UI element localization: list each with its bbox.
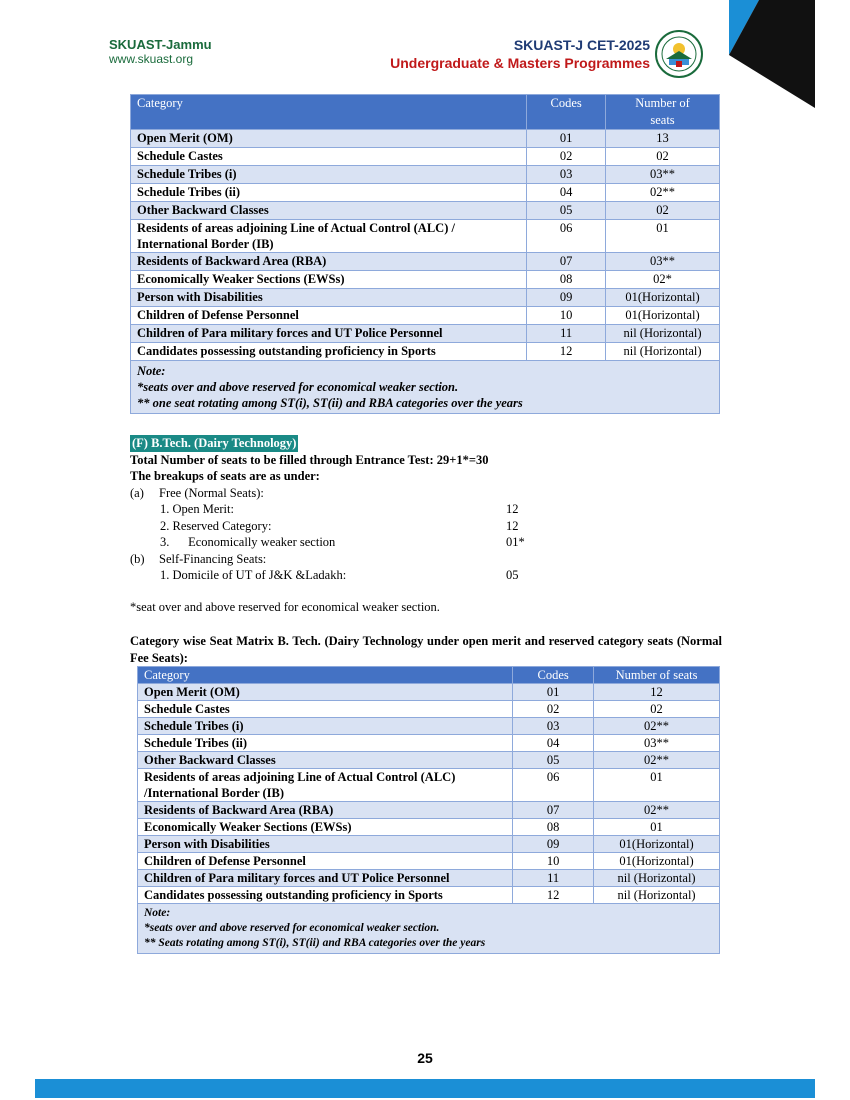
category-cell: Person with Disabilities — [138, 836, 513, 853]
item-value: 12 — [506, 518, 519, 533]
category-cell: Schedule Tribes (ii) — [138, 735, 513, 752]
codes-header: Codes — [513, 667, 594, 684]
seats-cell: 01 — [594, 769, 720, 802]
table-row — [131, 343, 720, 361]
code-cell: 04 — [527, 184, 606, 202]
category-cell: Candidates possessing outstanding proficiency in Sports — [131, 343, 527, 361]
category-cell: Schedule Tribes (i) — [138, 718, 513, 735]
seats-cell: nil (Horizontal) — [606, 343, 720, 361]
seats-cell: 01(Horizontal) — [606, 307, 720, 325]
list-item — [130, 551, 730, 568]
note-cell — [138, 904, 720, 954]
header-right — [390, 37, 650, 72]
category-cell — [138, 769, 513, 802]
footer-bar — [35, 1079, 815, 1098]
category-cell: Children of Defense Personnel — [138, 853, 513, 870]
table-row — [138, 887, 720, 904]
corner-decoration — [729, 0, 815, 108]
seats-cell: 02 — [606, 202, 720, 220]
table-row — [131, 130, 720, 148]
code-cell: 12 — [513, 887, 594, 904]
list-item — [130, 485, 730, 502]
code-cell: 04 — [513, 735, 594, 752]
code-cell: 05 — [513, 752, 594, 769]
code-cell: 02 — [527, 148, 606, 166]
table-row — [131, 184, 720, 202]
table-row — [131, 307, 720, 325]
code-cell: 06 — [513, 769, 594, 802]
code-cell: 07 — [513, 802, 594, 819]
seats-cell: 01 — [594, 819, 720, 836]
code-cell: 03 — [527, 166, 606, 184]
table-row — [131, 271, 720, 289]
code-cell: 08 — [527, 271, 606, 289]
seats-header: Number of seats — [594, 667, 720, 684]
seat-matrix-table-2 — [137, 666, 720, 954]
category-cell: Children of Defense Personnel — [131, 307, 527, 325]
note-cell — [131, 361, 720, 414]
code-cell: 07 — [527, 253, 606, 271]
note-row — [138, 904, 720, 954]
item-label: 3. Economically weaker section — [160, 535, 336, 549]
list-item — [130, 501, 730, 518]
matrix-title: Category wise Seat Matrix B. Tech. (Dairy Technology under open merit and reserved category seats (Normal Fee Seats): — [130, 634, 722, 665]
seats-cell: 03** — [606, 166, 720, 184]
item-value: 12 — [506, 502, 519, 516]
list-text: Free (Normal Seats): — [159, 485, 264, 500]
section-f — [130, 435, 730, 584]
note-line: *seats over and above reserved for economical weaker section. — [144, 922, 440, 934]
note-title: Note: — [137, 364, 166, 378]
category-cell: Open Merit (OM) — [138, 684, 513, 701]
note-line: ** Seats rotating among ST(i), ST(ii) and RBA categories over the years — [144, 937, 486, 949]
category-cell: Residents of Backward Area (RBA) — [138, 802, 513, 819]
code-cell: 01 — [513, 684, 594, 701]
section-title: (F) B.Tech. (Dairy Technology) — [132, 436, 297, 450]
seats-cell: 03** — [606, 253, 720, 271]
list-text: Self-Financing Seats: — [159, 551, 267, 566]
table-row — [138, 752, 720, 769]
code-cell: 06 — [527, 220, 606, 253]
list-item — [130, 567, 730, 584]
category-cell: Open Merit (OM) — [131, 130, 527, 148]
item-label: 2. Reserved Category: — [160, 518, 272, 533]
category-cell: Children of Para military forces and UT Police Personnel — [131, 325, 527, 343]
footnote: *seat over and above reserved for economical weaker section. — [130, 600, 440, 614]
seats-cell: 01(Horizontal) — [594, 836, 720, 853]
table-row — [138, 718, 720, 735]
seats-cell: nil (Horizontal) — [606, 325, 720, 343]
seats-cell: 01 — [606, 220, 720, 253]
total-seats: Total Number of seats to be filled through Entrance Test: 29+1*=30 — [130, 452, 489, 467]
table-row — [138, 870, 720, 887]
table-row — [138, 819, 720, 836]
page-number: 25 — [417, 1050, 433, 1066]
category-header: Category — [138, 667, 513, 684]
seats-cell: 03** — [594, 735, 720, 752]
category-cell: Schedule Castes — [138, 701, 513, 718]
category-cell: Schedule Tribes (ii) — [131, 184, 527, 202]
list-marker: (a) — [130, 485, 144, 500]
code-cell: 09 — [527, 289, 606, 307]
note-title: Note: — [144, 907, 171, 919]
breakup-heading: The breakups of seats are as under: — [130, 469, 320, 483]
code-cell: 09 — [513, 836, 594, 853]
list-item — [130, 534, 730, 551]
seats-cell: 13 — [606, 130, 720, 148]
item-value: 01* — [506, 535, 525, 549]
category-cell — [131, 220, 527, 253]
code-cell: 11 — [513, 870, 594, 887]
seat-matrix-table-1 — [130, 94, 720, 414]
category-line2: /International Border (IB) — [144, 786, 285, 800]
seats-cell: 02 — [606, 148, 720, 166]
seats-cell: 02** — [594, 752, 720, 769]
seats-header-line2: seats — [650, 113, 675, 127]
seats-cell: 02** — [606, 184, 720, 202]
note-line: *seats over and above reserved for economical weaker section. — [137, 380, 459, 394]
code-cell: 05 — [527, 202, 606, 220]
list-item — [130, 518, 730, 535]
category-cell: Schedule Tribes (i) — [131, 166, 527, 184]
seats-cell: 02** — [594, 718, 720, 735]
item-label: 1. Domicile of UT of J&K &Ladakh: — [160, 568, 347, 582]
table-row — [131, 166, 720, 184]
note-line: ** one seat rotating among ST(i), ST(ii) and RBA categories over the years — [137, 396, 523, 410]
table-row — [138, 802, 720, 819]
exam-title: SKUAST-J CET-2025 — [513, 37, 650, 53]
category-line1: Residents of areas adjoining Line of Actual Control (ALC) — [144, 770, 456, 784]
website-link[interactable]: www.skuast.org — [109, 52, 194, 66]
seats-cell: nil (Horizontal) — [594, 870, 720, 887]
code-cell: 08 — [513, 819, 594, 836]
seats-cell: nil (Horizontal) — [594, 887, 720, 904]
table-row — [138, 769, 720, 802]
code-cell: 02 — [513, 701, 594, 718]
note-row — [131, 361, 720, 414]
category-cell: Schedule Castes — [131, 148, 527, 166]
seats-cell: 02 — [594, 701, 720, 718]
category-cell: Children of Para military forces and UT Police Personnel — [138, 870, 513, 887]
table-header-row — [138, 667, 720, 684]
category-cell: Candidates possessing outstanding proficiency in Sports — [138, 887, 513, 904]
seats-cell: 02** — [594, 802, 720, 819]
item-label: 1. Open Merit: — [160, 502, 234, 516]
table-header-row — [131, 95, 720, 130]
category-cell: Other Backward Classes — [131, 202, 527, 220]
code-cell: 12 — [527, 343, 606, 361]
category-header: Category — [131, 95, 527, 130]
item-value: 05 — [506, 568, 519, 582]
programmes-title: Undergraduate & Masters Programmes — [390, 55, 650, 71]
code-cell: 10 — [527, 307, 606, 325]
codes-header: Codes — [527, 95, 606, 130]
table-row — [138, 701, 720, 718]
list-marker: (b) — [130, 551, 145, 566]
seats-cell: 01(Horizontal) — [594, 853, 720, 870]
table-row — [131, 253, 720, 271]
category-cell: Other Backward Classes — [138, 752, 513, 769]
category-line1: Residents of areas adjoining Line of Actual Control (ALC) / — [137, 221, 455, 235]
code-cell: 03 — [513, 718, 594, 735]
table-row — [131, 220, 720, 253]
seats-cell: 02* — [606, 271, 720, 289]
table-row — [138, 684, 720, 701]
table-row — [131, 202, 720, 220]
table-row — [138, 836, 720, 853]
table-row — [131, 148, 720, 166]
header-left — [109, 37, 212, 66]
code-cell: 11 — [527, 325, 606, 343]
table-row — [138, 853, 720, 870]
category-cell: Economically Weaker Sections (EWSs) — [138, 819, 513, 836]
seats-cell: 12 — [594, 684, 720, 701]
category-cell: Residents of Backward Area (RBA) — [131, 253, 527, 271]
code-cell: 01 — [527, 130, 606, 148]
seats-header-line1: Number of — [635, 96, 690, 110]
table-row — [131, 325, 720, 343]
seats-cell: 01(Horizontal) — [606, 289, 720, 307]
table-row — [131, 289, 720, 307]
category-cell: Person with Disabilities — [131, 289, 527, 307]
university-seal-icon — [654, 29, 704, 79]
code-cell: 10 — [513, 853, 594, 870]
seats-header — [606, 95, 720, 130]
org-name: SKUAST-Jammu — [109, 37, 212, 52]
table-row — [138, 735, 720, 752]
category-cell: Economically Weaker Sections (EWSs) — [131, 271, 527, 289]
category-line2: International Border (IB) — [137, 237, 274, 251]
